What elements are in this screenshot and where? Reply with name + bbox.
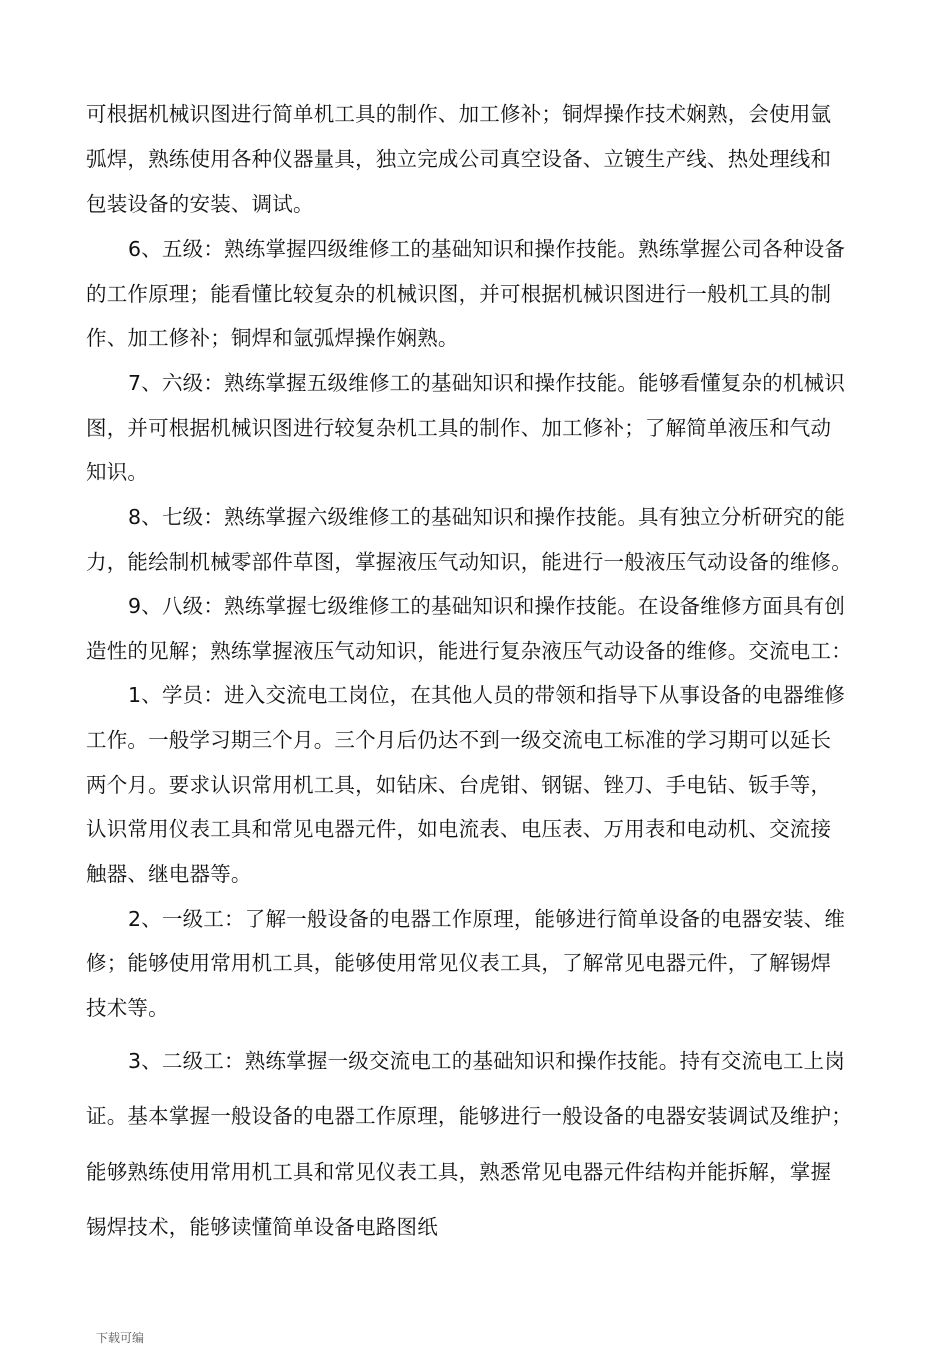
text-line: 认识常用仪表工具和常见电器元件，如电流表、电压表、万用表和电动机、交流接: [86, 817, 832, 841]
text-line: 触器、继电器等。: [86, 862, 252, 886]
text-line: 技术等。: [86, 996, 169, 1020]
text-line: 锡焊技术，能够读懂简单设备电路图纸: [86, 1215, 438, 1239]
text-line: 力，能绘制机械零部件草图，掌握液压气动知识，能进行一般液压气动设备的维修。: [86, 550, 852, 574]
paragraph-start-line: 1、学员：进入交流电工岗位，在其他人员的带领和指导下从事设备的电器维修: [128, 683, 846, 707]
text-line: 知识。: [86, 460, 149, 484]
text-line: 能够熟练使用常用机工具和常见仪表工具，熟悉常见电器元件结构并能拆解，掌握: [86, 1160, 832, 1184]
text-line: 弧焊，熟练使用各种仪器量具，独立完成公司真空设备、立镀生产线、热处理线和: [86, 147, 832, 171]
paragraph-start-line: 7、六级：熟练掌握五级维修工的基础知识和操作技能。能够看懂复杂的机械识: [128, 371, 846, 395]
text-line: 工作。一般学习期三个月。三个月后仍达不到一级交流电工标准的学习期可以延长: [86, 728, 832, 752]
text-line: 造性的见解；熟练掌握液压气动知识，能进行复杂液压气动设备的维修。交流电工：: [86, 639, 852, 663]
text-line: 包装设备的安装、调试。: [86, 192, 314, 216]
text-line: 作、加工修补；铜焊和氩弧焊操作娴熟。: [86, 326, 459, 350]
paragraph-start-line: 8、七级：熟练掌握六级维修工的基础知识和操作技能。具有独立分析研究的能: [128, 505, 846, 529]
text-line: 证。基本掌握一般设备的电器工作原理，能够进行一般设备的电器安装调试及维护；: [86, 1104, 852, 1128]
text-line: 修；能够使用常用机工具，能够使用常见仪表工具，了解常见电器元件，了解锡焊: [86, 951, 832, 975]
paragraph-start-line: 9、八级：熟练掌握七级维修工的基础知识和操作技能。在设备维修方面具有创: [128, 594, 846, 618]
paragraph-start-line: 2、一级工：了解一般设备的电器工作原理，能够进行简单设备的电器安装、维: [128, 907, 846, 931]
text-line: 可根据机械识图进行简单机工具的制作、加工修补；铜焊操作技术娴熟，会使用氩: [86, 102, 832, 126]
text-line: 两个月。要求认识常用机工具，如钻床、台虎钳、钢锯、锉刀、手电钻、钣手等，: [86, 773, 832, 797]
paragraph-start-line: 3、二级工：熟练掌握一级交流电工的基础知识和操作技能。持有交流电工上岗: [128, 1049, 846, 1073]
paragraph-start-line: 6、五级：熟练掌握四级维修工的基础知识和操作技能。熟练掌握公司各种设备: [128, 237, 846, 261]
text-line: 图，并可根据机械识图进行较复杂机工具的制作、加工修补；了解简单液压和气动: [86, 416, 832, 440]
page-footer: 下载可编: [96, 1331, 145, 1345]
text-line: 的工作原理；能看懂比较复杂的机械识图，并可根据机械识图进行一般机工具的制: [86, 282, 832, 306]
